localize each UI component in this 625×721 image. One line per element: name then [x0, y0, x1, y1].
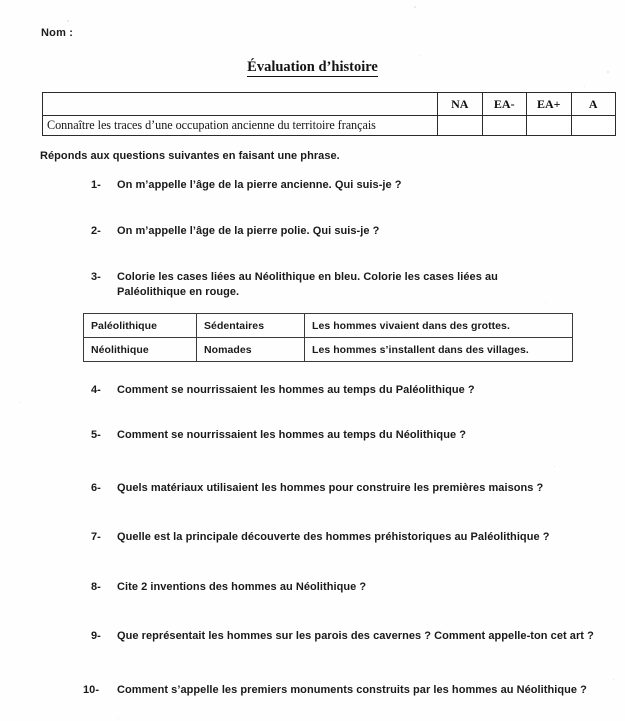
table-row — [84, 338, 573, 362]
question-9 — [91, 629, 611, 644]
question-5-number: 5- — [91, 429, 101, 441]
page-title — [0, 59, 625, 76]
grade-checkbox-ea-minus[interactable] — [482, 116, 527, 136]
question-4 — [91, 383, 571, 398]
instruction-text: Réponds aux questions suivantes en faisant une phrase. — [40, 150, 340, 162]
colorie-classification-table — [83, 313, 573, 362]
grade-header-a: A — [571, 93, 616, 116]
grade-header-na: NA — [438, 93, 483, 116]
grade-header-ea-plus: EA+ — [527, 93, 572, 116]
question-5 — [91, 428, 571, 443]
description-villages[interactable]: Les hommes s’installent dans des villages. — [305, 338, 573, 362]
question-10-text: Comment s’appelle les premiers monuments construits par les hommes au Néolithique ? — [117, 684, 587, 696]
grade-checkbox-ea-plus[interactable] — [527, 116, 572, 136]
table-row — [84, 314, 573, 338]
question-7-number: 7- — [91, 531, 101, 543]
question-1-text: On m’appelle l’âge de la pierre ancienne. Qui suis-je ? — [117, 179, 402, 191]
question-8 — [91, 580, 571, 595]
grade-header-ea-minus: EA- — [482, 93, 527, 116]
competence-header-blank — [43, 93, 438, 116]
competence-label: Connaître les traces d’une occupation ancienne du territoire français — [43, 116, 438, 136]
question-8-text: Cite 2 inventions des hommes au Néolithique ? — [117, 581, 367, 593]
period-neolithique[interactable]: Néolithique — [84, 338, 197, 362]
question-6-text: Quels matériaux utilisaient les hommes pour construire les premières maisons ? — [117, 482, 544, 494]
question-3 — [91, 270, 543, 300]
question-10 — [83, 683, 623, 698]
question-2-number: 2- — [91, 225, 101, 237]
lifestyle-sedentaires[interactable]: Sédentaires — [197, 314, 305, 338]
question-9-number: 9- — [91, 630, 101, 642]
question-1 — [91, 178, 571, 193]
table-header-row — [43, 93, 616, 116]
question-4-text: Comment se nourrissaient les hommes au temps du Paléolithique ? — [117, 384, 475, 396]
table-row — [43, 116, 616, 136]
question-6 — [91, 481, 591, 496]
question-9-text: Que représentait les hommes sur les parois des cavernes ? Comment appelle-ton cet art ? — [117, 630, 594, 642]
question-3-text: Colorie les cases liées au Néolithique en bleu. Colorie les cases liées au Paléolithique en rouge. — [117, 271, 498, 298]
question-10-number: 10- — [83, 684, 100, 696]
period-paleolithique[interactable]: Paléolithique — [84, 314, 197, 338]
page-title-text: Évaluation d’histoire — [247, 59, 378, 75]
question-6-number: 6- — [91, 482, 101, 494]
question-5-text: Comment se nourrissaient les hommes au temps du Néolithique ? — [117, 429, 467, 441]
question-7-text: Quelle est la principale découverte des hommes préhistoriques au Paléolithique ? — [117, 531, 550, 543]
question-2-text: On m’appelle l’âge de la pierre polie. Qui suis-je ? — [117, 225, 380, 237]
question-1-number: 1- — [91, 179, 101, 191]
grade-checkbox-na[interactable] — [438, 116, 483, 136]
grade-checkbox-a[interactable] — [571, 116, 616, 136]
question-7 — [91, 530, 601, 545]
question-2 — [91, 224, 571, 239]
competence-grading-table — [42, 92, 616, 136]
description-grottes[interactable]: Les hommes vivaient dans des grottes. — [305, 314, 573, 338]
question-8-number: 8- — [91, 581, 101, 593]
lifestyle-nomades[interactable]: Nomades — [197, 338, 305, 362]
question-3-number: 3- — [91, 271, 101, 283]
question-4-number: 4- — [91, 384, 101, 396]
student-name-label: Nom : — [41, 27, 74, 39]
